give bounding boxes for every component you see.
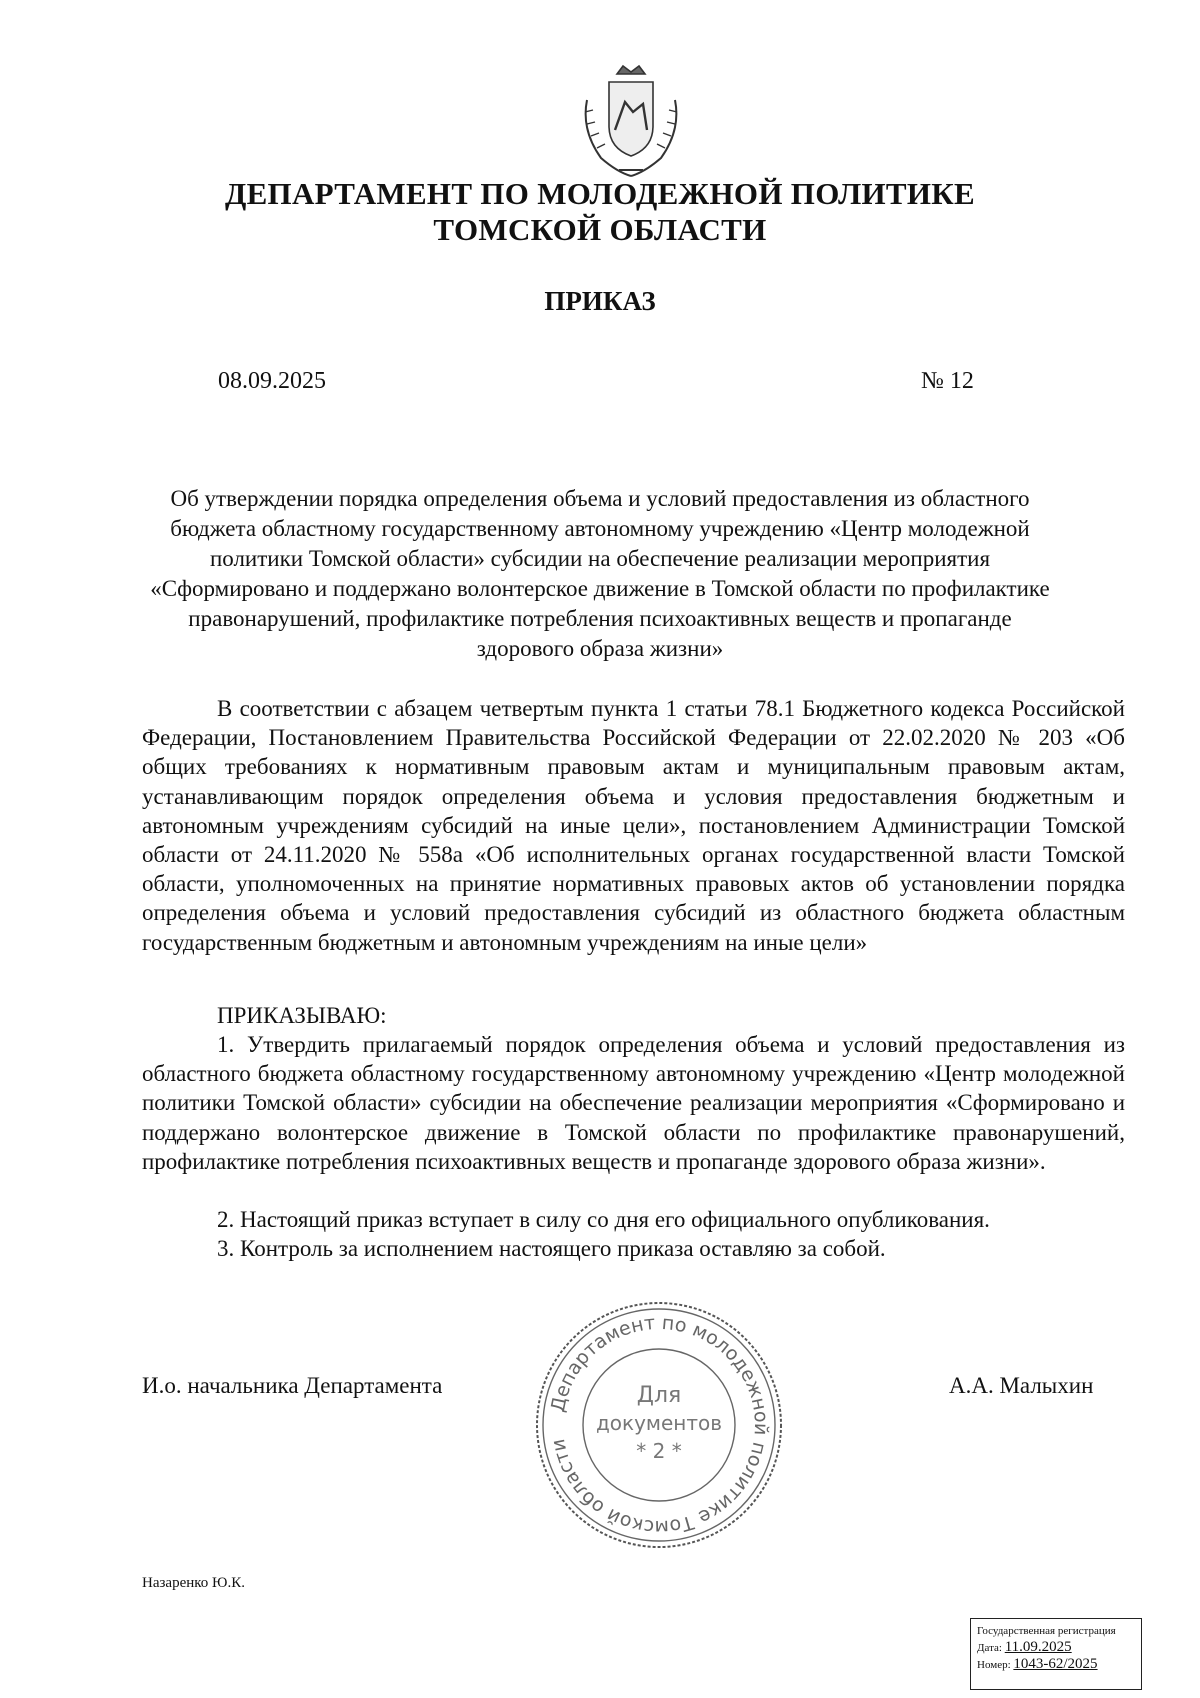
order-number: № 12 <box>921 368 974 394</box>
department-name-line1: ДЕПАРТАМЕНТ ПО МОЛОДЕЖНОЙ ПОЛИТИКЕ <box>224 176 976 211</box>
stamp-ring-text: Департамент по молодежной политике Томской области <box>546 1311 773 1539</box>
department-name-line2: ТОМСКОЙ ОБЛАСТИ <box>433 212 767 247</box>
document-type: ПРИКАЗ <box>544 286 656 316</box>
item-1-paragraph: 1. Утвердить прилагаемый порядок определения объема и условий предоставления из областного бюджета областному государственному автономному учреждению «Центр молодежной политики Томской области» субсидии на обеспечение реализации мероприятия «Сформировано и поддержано волонтерское движение в Томской области по профилактике правонарушений, профилактике потребления психоактивных веществ и пропаганде здорового образа жизни». <box>142 1032 1125 1174</box>
registration-number: 1043-62/2025 <box>1013 1656 1098 1672</box>
stamp-center-line1: Для <box>636 1383 682 1408</box>
signatory-position: И.о. начальника Департамента <box>142 1373 443 1398</box>
stamp-center-line2: документов <box>595 1411 723 1435</box>
item-2-paragraph: 2. Настоящий приказ вступает в силу со дня его официального опубликования. <box>217 1207 990 1232</box>
item-3-paragraph: 3. Контроль за исполнением настоящего приказа оставляю за собой. <box>217 1236 886 1261</box>
preamble-paragraph: В соответствии с абзацем четвертым пункта 1 статьи 78.1 Бюджетного кодекса Российской Федерации, Постановлением Правительства Российской Федерации от 22.02.2020 № 203 «Об общих требованиях к нормативным правовым актам и муниципальным правовым актам, устанавливающим порядок определения объема и условия предоставления бюджетным и автономным учреждениям субсидий на иные цели», постановлением Администрации Томской области от 24.11.2020 № 558а «Об исполнительных органах государственной власти Томской области, уполномоченных на принятие нормативных правовых актов об установлении порядка определения объема и условий предоставления субсидий из областного бюджета областным государственным бюджетным и автономным учреждениям на иные цели» <box>142 696 1125 955</box>
stamp-center-line3: * 2 * <box>636 1439 682 1463</box>
registration-number-label: Номер: <box>977 1659 1011 1671</box>
order-word: ПРИКАЗЫВАЮ: <box>217 1003 387 1028</box>
registration-date: 11.09.2025 <box>1004 1639 1072 1655</box>
registration-date-label: Дата: <box>977 1642 1002 1654</box>
coat-of-arms-icon <box>569 60 693 184</box>
official-stamp <box>532 1298 786 1552</box>
order-title: Об утверждении порядка определения объема и условий предоставления из областного бюджета областному государственному автономному учреждению «Центр молодежной политики Томской области» субсидии на обеспечение реализации мероприятия «Сформировано и поддержано волонтерское движение в Томской области по профилактике правонарушений, профилактике потребления психоактивных веществ и пропаганде здорового образа жизни» <box>150 486 1050 661</box>
registration-title: Государственная регистрация <box>977 1625 1116 1637</box>
order-date: 08.09.2025 <box>218 368 326 394</box>
registration-box <box>970 1618 1142 1690</box>
executor-name: Назаренко Ю.К. <box>142 1575 245 1591</box>
signatory-name: А.А. Малыхин <box>949 1373 1094 1398</box>
